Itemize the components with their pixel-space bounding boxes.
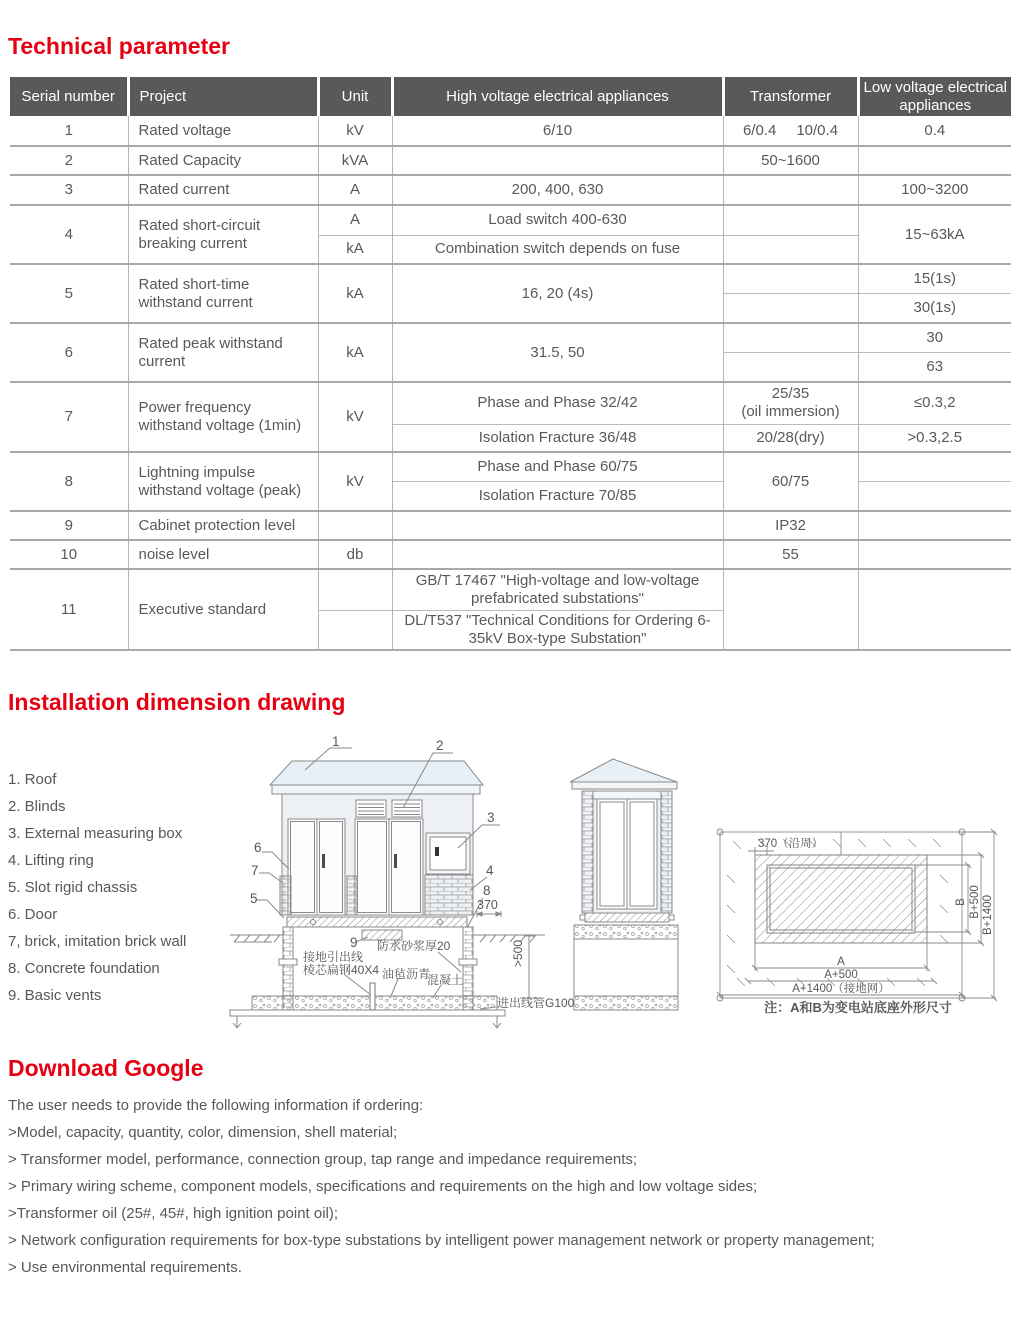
waterproof-mortar-label: 防水砂浆厚20 [377, 939, 451, 953]
cell-hv [392, 146, 723, 175]
cell-serial: 7 [10, 382, 128, 452]
ordering-intro: The user needs to provide the following information if ordering: [8, 1097, 424, 1114]
cell-transformer: 20/28(dry) [723, 424, 858, 452]
ordering-item: >Model, capacity, quantity, color, dimension, shell material; [8, 1124, 398, 1141]
side-elevation-drawing [570, 759, 678, 1010]
cell-serial: 9 [10, 511, 128, 540]
roof-shape [270, 761, 483, 794]
callout-9: 9 [350, 935, 358, 950]
cell-hv: GB/T 17467 "High-voltage and low-voltage prefabricated substations" [392, 569, 723, 610]
cell-lv [858, 511, 1011, 540]
plan-a500-label: A+500 [824, 969, 858, 981]
cell-serial: 5 [10, 264, 128, 323]
slot-chassis [287, 917, 467, 927]
table-row [10, 175, 1011, 205]
transformer-value-2: 10/0.4 [796, 121, 839, 139]
legend-item: 9. Basic vents [8, 987, 102, 1004]
legend-item: 6. Door [8, 906, 58, 923]
cell-unit [318, 610, 392, 650]
callout-6: 6 [254, 840, 262, 855]
cell-transformer [723, 175, 858, 205]
cell-transformer: 55 [723, 540, 858, 569]
cell-project: Rated short-time withstand current [128, 264, 318, 323]
col-header-serial: Serial number [10, 77, 128, 116]
callout-2: 2 [436, 738, 444, 753]
plan-b-label: B [955, 898, 967, 906]
cell-hv: 16, 20 (4s) [392, 264, 723, 323]
callout-3: 3 [487, 810, 495, 825]
transformer-line-1: 25/35 [771, 385, 810, 403]
table-row [10, 116, 1011, 146]
col-header-transformer: Transformer [723, 77, 858, 116]
cell-unit: kVA [318, 146, 392, 175]
side-roof [570, 759, 677, 782]
ordering-item: > Primary wiring scheme, component models, specifications and requirements on the high and low voltage sides; [8, 1178, 758, 1195]
cell-project: Cabinet protection level [128, 511, 318, 540]
ordering-item: > Use environmental requirements. [8, 1259, 242, 1276]
cell-transformer [723, 264, 858, 293]
cell-project: Rated Capacity [128, 146, 318, 175]
cell-transformer [723, 293, 858, 323]
cell-transformer [723, 352, 858, 382]
plan-370-label: 370（沿周） [758, 838, 824, 850]
cell-hv [392, 511, 723, 540]
brick-wall-middle [347, 876, 357, 915]
cell-lv [858, 481, 1011, 511]
installation-dimension-title: Installation dimension drawing [8, 689, 346, 715]
callout-5: 5 [250, 891, 258, 906]
cell-hv [392, 540, 723, 569]
plan-note: 注：A和B为变电站底座外形尺寸 [764, 1000, 952, 1015]
cell-serial: 2 [10, 146, 128, 175]
cell-unit: db [318, 540, 392, 569]
plan-b1400-label: B+1400 [982, 895, 994, 935]
cell-serial: 11 [10, 569, 128, 650]
ordering-item: >Transformer oil (25#, 45#, high ignition point oil); [8, 1205, 339, 1222]
download-google-title: Download Google [8, 1055, 204, 1081]
cell-serial: 3 [10, 175, 128, 205]
plan-b500-label: B+500 [969, 885, 981, 919]
cell-serial: 4 [10, 205, 128, 264]
table-row [10, 382, 1011, 424]
table-row [10, 264, 1011, 293]
cell-lv: 15~63kA [858, 205, 1011, 264]
dim-gt500-label: >500 [511, 939, 525, 967]
cell-lv [858, 569, 1011, 650]
legend-item: 7, brick, imitation brick wall [8, 933, 187, 950]
legend-item: 2. Blinds [8, 798, 66, 815]
plan-a-label: A [837, 956, 845, 968]
cell-serial: 10 [10, 540, 128, 569]
cell-lv: 100~3200 [858, 175, 1011, 205]
table-row [10, 205, 1011, 235]
cell-lv: ≤0.3,2 [858, 382, 1011, 424]
cell-unit: A [318, 205, 392, 235]
col-header-low-voltage: Low voltage electrical appliances [858, 77, 1011, 116]
cell-unit: kA [318, 323, 392, 382]
cell-serial: 6 [10, 323, 128, 382]
table-row [10, 540, 1011, 569]
cell-serial: 1 [10, 116, 128, 146]
cell-transformer [723, 382, 858, 424]
cell-unit: kV [318, 452, 392, 511]
cell-hv: 31.5, 50 [392, 323, 723, 382]
side-door [597, 799, 657, 909]
cell-project: Rated voltage [128, 116, 318, 146]
cell-serial: 8 [10, 452, 128, 511]
cell-lv [858, 540, 1011, 569]
cell-project: Executive standard [128, 569, 318, 650]
cell-hv: Isolation Fracture 70/85 [392, 481, 723, 511]
cell-transformer [723, 116, 858, 146]
callout-7: 7 [251, 863, 259, 878]
side-brick-right [661, 791, 672, 913]
cell-hv: DL/T537 "Technical Conditions for Ordering 6-35kV Box-type Substation" [392, 610, 723, 650]
left-door [288, 819, 345, 915]
side-brick-left [582, 791, 593, 913]
table-row [10, 569, 1011, 610]
cell-hv: Load switch 400-630 [392, 205, 723, 235]
cell-project: Power frequency withstand voltage (1min) [128, 382, 318, 452]
transformer-value-1: 6/0.4 [742, 121, 777, 139]
cell-transformer [723, 323, 858, 352]
table-row [10, 511, 1011, 540]
felt-asphalt-label: 油毡沥青 [382, 967, 431, 981]
table-header-row [10, 77, 1011, 116]
callout-1: 1 [332, 734, 340, 749]
table-row [10, 452, 1011, 481]
cell-transformer [723, 569, 858, 650]
cell-unit: kA [318, 235, 392, 264]
col-header-unit: Unit [318, 77, 392, 116]
cell-hv: 200, 400, 630 [392, 175, 723, 205]
technical-parameter-title: Technical parameter [8, 33, 231, 59]
concrete-label: 混凝土 [427, 973, 464, 987]
cell-lv: 15(1s) [858, 264, 1011, 293]
ordering-item: > Network configuration requirements for box-type substations by intelligent power management network or property management; [8, 1232, 875, 1249]
cell-lv: 30 [858, 323, 1011, 352]
ordering-item: > Transformer model, performance, connection group, tap range and impedance requirements; [8, 1151, 638, 1168]
installation-dimension-drawing [0, 715, 1021, 1050]
table-row [10, 146, 1011, 175]
dim-370-label: 370 [477, 898, 498, 912]
cell-project: Rated current [128, 175, 318, 205]
cell-transformer: 60/75 [723, 452, 858, 511]
cell-project: Rated peak withstand current [128, 323, 318, 382]
cell-hv: 6/10 [392, 116, 723, 146]
callout-8: 8 [483, 883, 491, 898]
cell-lv: 63 [858, 352, 1011, 382]
cell-lv: 30(1s) [858, 293, 1011, 323]
cell-unit: kV [318, 382, 392, 452]
cell-lv [858, 452, 1011, 481]
legend-item: 8. Concrete foundation [8, 960, 160, 977]
table-row [10, 323, 1011, 352]
cell-project: Lightning impulse withstand voltage (peak) [128, 452, 318, 511]
brick-wall-right [425, 875, 473, 915]
cell-lv: >0.3,2.5 [858, 424, 1011, 452]
cell-hv: Phase and Phase 32/42 [392, 382, 723, 424]
cell-unit: kA [318, 264, 392, 323]
cell-hv: Phase and Phase 60/75 [392, 452, 723, 481]
cell-hv: Isolation Fracture 36/48 [392, 424, 723, 452]
cell-hv: Combination switch depends on fuse [392, 235, 723, 264]
col-header-high-voltage: High voltage electrical appliances [392, 77, 723, 116]
legend-item: 4. Lifting ring [8, 852, 94, 869]
callout-4: 4 [486, 863, 494, 878]
middle-door [355, 819, 423, 915]
transformer-line-2: (oil immersion) [741, 403, 840, 421]
plan-a1400-label: A+1400（接地网） [792, 983, 890, 995]
side-foundation [574, 925, 678, 1010]
cell-unit [318, 511, 392, 540]
cell-unit: A [318, 175, 392, 205]
cell-unit [318, 569, 392, 610]
technical-parameter-table [10, 77, 1011, 651]
ordering-info [8, 1092, 875, 1281]
cell-project: noise level [128, 540, 318, 569]
side-chassis [580, 913, 674, 922]
cell-transformer [723, 235, 858, 264]
front-elevation-drawing [230, 748, 545, 1028]
legend-item: 3. External measuring box [8, 825, 183, 842]
cell-lv: 0.4 [924, 121, 946, 139]
col-header-project: Project [128, 77, 318, 116]
cell-transformer: 50~1600 [723, 146, 858, 175]
legend-item: 1. Roof [8, 771, 57, 788]
cell-lv [858, 146, 1011, 175]
cell-transformer [723, 205, 858, 235]
ground-lead-label-1: 接地引出线 [303, 950, 364, 964]
conduit-label: 进出线管G100 [497, 996, 575, 1010]
ground-lead-label-2: 棱芯扁钢40X4 [303, 963, 380, 977]
cell-transformer: IP32 [723, 511, 858, 540]
cell-unit: kV [318, 116, 392, 146]
measuring-box [426, 833, 470, 874]
cell-project: Rated short-circuit breaking current [128, 205, 318, 264]
legend-item: 5. Slot rigid chassis [8, 879, 138, 896]
